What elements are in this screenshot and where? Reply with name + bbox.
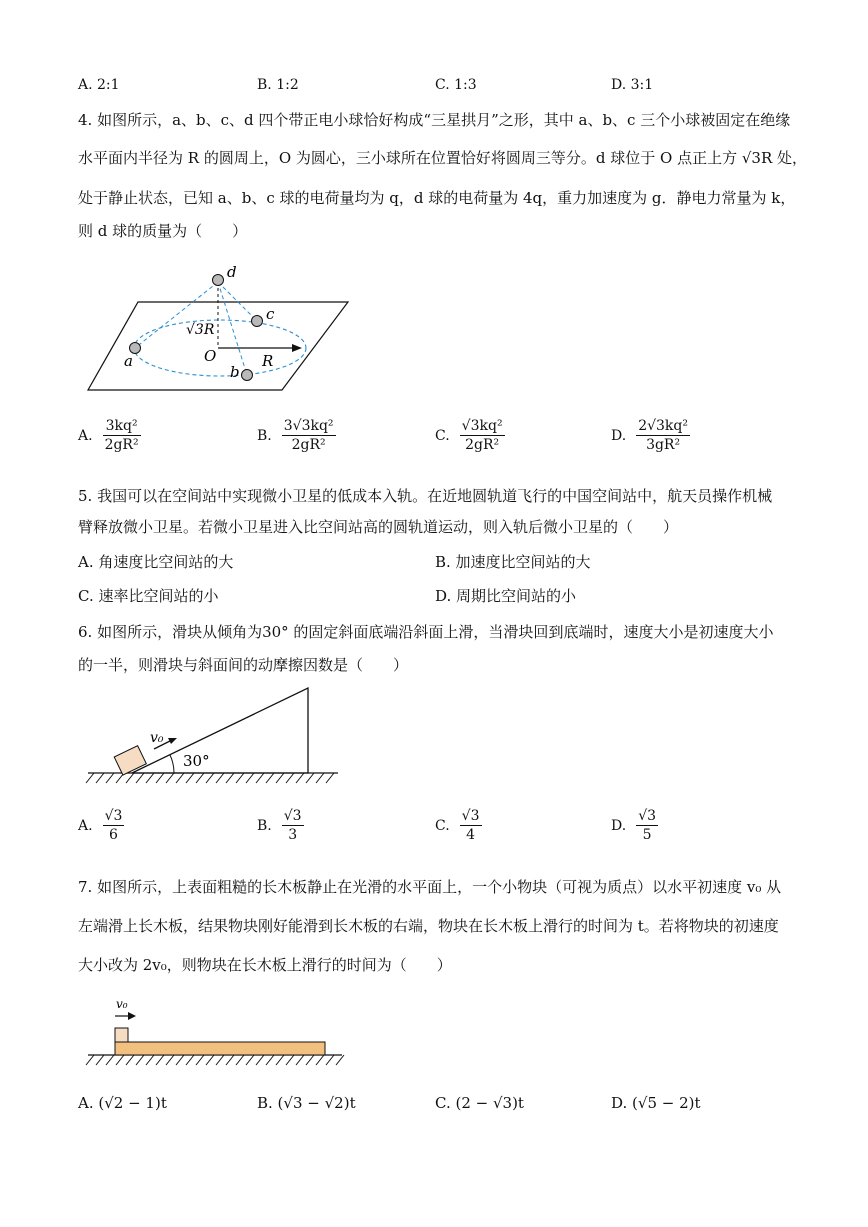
q7-option-d: D. (√5 − 2)t — [611, 1094, 701, 1112]
radius-label: R — [262, 352, 274, 370]
q4-text-line4: 则 d 球的质量为（ ） — [78, 222, 248, 240]
q5-option-b: B. 加速度比空间站的大 — [435, 553, 591, 571]
q6-option-b: B. $\frac{√3}{3}$ — [257, 808, 302, 843]
q4-option-c: C. $\frac{\text{√3kq²}}{\text{2gR²}}$ — [435, 418, 503, 453]
point-c-label: c — [266, 305, 275, 323]
q7-option-a: A. (√2 − 1)t — [78, 1094, 167, 1112]
q5-option-c: C. 速率比空间站的小 — [78, 587, 219, 605]
velocity-label: v₀ — [150, 730, 164, 746]
q6-text-line2: 的一半，则滑块与斜面间的动摩擦因数是（ ） — [78, 656, 409, 674]
q4-text-line2: 水平面内半径为 R 的圆周上，O 为圆心，三小球所在位置恰好将圆周三等分。d 球位于 O 点正上方 √3R 处， — [78, 149, 808, 167]
q4-text-line1: 4. 如图所示，a、b、c、d 四个带正电小球恰好构成“三星拱月”之形，其中 a、b、c 三个小球被固定在绝缘 — [78, 111, 791, 129]
point-d-label: d — [227, 263, 237, 281]
angle-label: 30° — [183, 752, 210, 770]
q5-option-a: A. 角速度比空间站的大 — [78, 553, 234, 571]
q7-figure — [80, 992, 350, 1067]
q6-text-line1: 6. 如图所示，滑块从倾角为30° 的固定斜面底端沿斜面上滑，当滑块回到底端时，速度大小是初速度大小 — [78, 623, 774, 641]
point-o-label: O — [204, 347, 217, 365]
point-a-label: a — [124, 352, 133, 370]
point-b-label: b — [230, 363, 240, 381]
q4-text-line3: 处于静止状态，已知 a、b、c 球的电荷量均为 q，d 球的电荷量为 4q，重力加速度为 g．静电力常量为 k， — [78, 189, 796, 207]
q5-text-line2: 臂释放微小卫星。若微小卫星进入比空间站高的圆轨道运动，则入轨后微小卫星的（ ） — [78, 518, 679, 536]
q4-option-a: A. $\frac{\text{3kq²}}{\text{2gR²}}$ — [78, 418, 139, 453]
velocity-label: v₀ — [116, 997, 128, 1011]
q6-option-c: C. $\frac{√3}{4}$ — [435, 808, 480, 843]
q6-option-d: D. $\frac{√3}{5}$ — [611, 808, 657, 843]
q3-option-a: A. 2:1 — [78, 77, 120, 93]
q4-option-b: B. $\frac{\text{3√3kq²}}{\text{2gR²}}$ — [257, 418, 334, 453]
q6-option-a: A. $\frac{√3}{6}$ — [78, 808, 123, 843]
q7-text-line3: 大小改为 2v₀，则物块在长木板上滑行的时间为（ ） — [78, 956, 452, 974]
q7-option-b: B. (√3 − √2)t — [257, 1094, 356, 1112]
q3-option-b: B. 1:2 — [257, 77, 299, 93]
q3-option-d: D. 3:1 — [611, 77, 654, 93]
q4-option-d: D. $\frac{\text{2√3kq²}}{\text{3gR²}}$ — [611, 418, 688, 453]
q4-figure — [80, 262, 360, 397]
q5-text-line1: 5. 我国可以在空间站中实现微小卫星的低成本入轨。在近地圆轨道飞行的中国空间站中，航天员操作机械 — [78, 487, 773, 505]
q7-text-line1: 7. 如图所示，上表面粗糙的长木板静止在光滑的水平面上，一个小物块（可视为质点）以水平初速度 v₀ 从 — [78, 878, 782, 896]
q3-option-c: C. 1:3 — [435, 77, 477, 93]
q7-text-line2: 左端滑上长木板，结果物块刚好能滑到长木板的右端，物块在长木板上滑行的时间为 t。若将物块的初速度 — [78, 917, 779, 935]
q7-option-c: C. (2 − √3)t — [435, 1094, 524, 1112]
q6-figure — [80, 685, 350, 790]
q5-option-d: D. 周期比空间站的小 — [435, 587, 577, 605]
height-label: √3R — [186, 322, 215, 338]
